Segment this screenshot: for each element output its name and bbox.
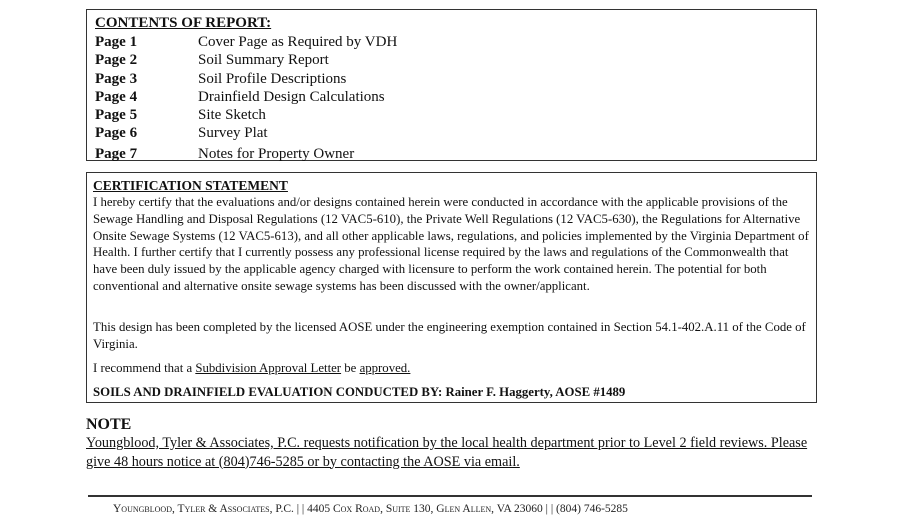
- contents-item: [95, 70, 397, 88]
- recommendation-action: approved.: [359, 361, 411, 375]
- recommendation-prefix: I recommend that a: [93, 361, 196, 375]
- contents-page-number: Page 5: [95, 107, 138, 124]
- contents-item: [95, 88, 397, 106]
- contents-item: [95, 145, 397, 163]
- contents-page-number: Page 7: [95, 145, 138, 162]
- contents-page-title: Drainfield Design Calculations: [198, 88, 385, 105]
- contents-page-title: Survey Plat: [198, 125, 268, 142]
- subdivision-approval-letter-text: Subdivision Approval Letter: [195, 361, 342, 375]
- contents-list: [95, 33, 397, 163]
- contents-item: [95, 51, 397, 69]
- contents-page-number: Page 6: [95, 125, 138, 142]
- footer-company-address: Youngblood, Tyler & Associates, P.C. | | 4405 Cox Road, Suite 130, Glen Allen, VA 23060 | | (804) 746-5285: [113, 503, 628, 515]
- contents-page-title: Notes for Property Owner: [198, 145, 355, 162]
- footer-divider: [88, 495, 812, 497]
- recommendation-middle: be: [341, 361, 360, 375]
- recommendation-paragraph: [93, 360, 809, 377]
- contents-page-number: Page 4: [95, 88, 138, 105]
- contents-page-number: Page 3: [95, 70, 138, 87]
- contents-page-title: Soil Profile Descriptions: [198, 70, 347, 87]
- certification-heading: CERTIFICATION STATEMENT: [93, 178, 288, 193]
- contents-page-title: Site Sketch: [198, 107, 266, 124]
- contents-item: [95, 33, 397, 51]
- evaluation-conducted-by: SOILS AND DRAINFIELD EVALUATION CONDUCTED BY: Rainer F. Haggerty, AOSE #1489: [93, 385, 626, 399]
- certification-paragraph: I hereby certify that the evaluations and/or designs contained herein were conducted in accordance with the applicable provisions of the Sewage Handling and Disposal Regulations (12 VAC5-610), the Private Well Regulations (12 VAC5-630), the Regulations for Alternative Onsite Sewage Systems (12 VAC5-613), and all other applicable laws, regulations, and policies implemented by the Virginia Department of Health. I further certify that I currently possess any professional license required by the laws and regulations of the Commonwealth that have been duly issued by the applicable agency charged with licensure to perform the work contained herein. The potential for both conventional and alternative onsite sewage systems has been discussed with the owner/applicant.: [93, 195, 809, 293]
- contents-page-number: Page 1: [95, 34, 138, 50]
- contents-item: [95, 124, 397, 142]
- contents-of-report-box: [86, 9, 817, 161]
- contents-page-title: Soil Summary Report: [198, 52, 329, 69]
- contents-item: [95, 106, 397, 124]
- certification-statement-box: [86, 172, 817, 403]
- contents-heading: CONTENTS OF REPORT:: [95, 15, 272, 31]
- note-heading: NOTE: [86, 416, 132, 433]
- contents-page-title: Cover Page as Required by VDH: [198, 34, 398, 50]
- note-text: Youngblood, Tyler & Associates, P.C. requests notification by the local health department prior to Level 2 field reviews. Please give 48 hours notice at (804)746-5285 or by contacting the AOSE via email.: [86, 435, 808, 470]
- contents-page-number: Page 2: [95, 52, 138, 69]
- engineering-exemption-paragraph: This design has been completed by the licensed AOSE under the engineering exemption contained in Section 54.1-402.A.11 of the Code of Virginia.: [93, 320, 806, 351]
